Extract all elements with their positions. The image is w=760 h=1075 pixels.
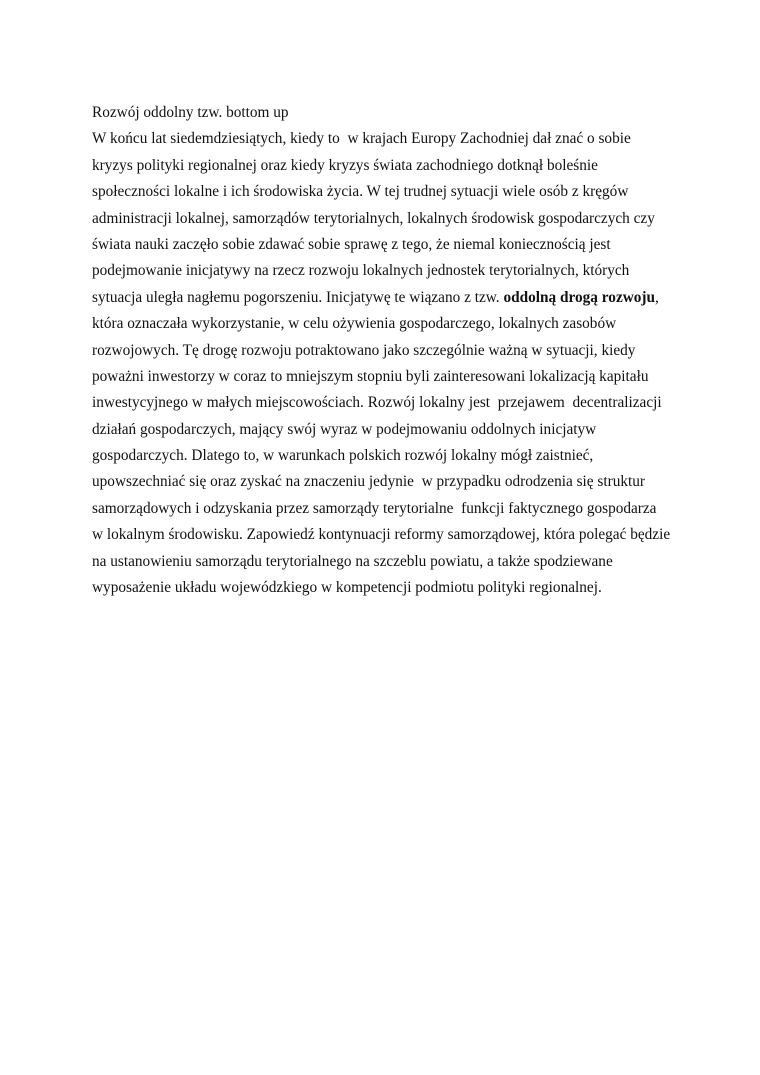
paragraph-line: świata nauki zaczęło sobie zdawać sobie sprawę z tego, że niemal koniecznością jest — [92, 235, 611, 253]
paragraph-line: w lokalnym środowisku. Zapowiedź kontynuacji reformy samorządowej, która polegać będzie — [92, 526, 671, 544]
paragraph-line: samorządowych i odzyskania przez samorządy terytorialne funkcji faktycznego gospodarza — [92, 499, 657, 517]
document-title: Rozwój oddolny tzw. bottom up — [92, 104, 289, 121]
paragraph-line: która oznaczała wykorzystanie, w celu ożywienia gospodarczego, lokalnych zasobów — [92, 315, 617, 333]
paragraph-line: działań gospodarczych, mający swój wyraz w podejmowaniu oddolnych inicjatyw — [92, 420, 597, 438]
paragraph-line: administracji lokalnej, samorządów terytorialnych, lokalnych środowisk gospodarczych czy — [92, 209, 655, 227]
paragraph-line: kryzys polityki regionalnej oraz kiedy kryzys świata zachodniego dotknął boleśnie — [92, 156, 598, 174]
bold-term: oddolną drogą rozwoju — [503, 288, 656, 306]
paragraph-line: gospodarczych. Dlatego to, w warunkach polskich rozwój lokalny mógł zaistnieć, — [92, 447, 594, 465]
paragraph-line: wyposażenie układu wojewódzkiego w kompetencji podmiotu polityki regionalnej. — [92, 579, 602, 597]
paragraph-line: W końcu lat siedemdziesiątych, kiedy to w krajach Europy Zachodniej dał znać o sobie — [92, 130, 631, 148]
document-body — [92, 100, 692, 601]
bold-term-suffix: , — [655, 288, 659, 306]
paragraph-line-with-term — [92, 285, 692, 311]
paragraph-line: inwestycyjnego w małych miejscowościach. Rozwój lokalny jest przejawem decentralizacji — [92, 394, 662, 412]
paragraph-line: upowszechniać się oraz zyskać na znaczeniu jedynie w przypadku odrodzenia się struktur — [92, 473, 646, 491]
paragraph-line: rozwojowych. Tę drogę rozwoju potraktowano jako szczególnie ważną w sytuacji, kiedy — [92, 341, 636, 359]
paragraph-line: poważni inwestorzy w coraz to mniejszym stopniu byli zainteresowani lokalizacją kapitału — [92, 367, 649, 385]
paragraph-line: podejmowanie inicjatywy na rzecz rozwoju lokalnych jednostek terytorialnych, których — [92, 262, 630, 280]
paragraph-line: na ustanowieniu samorządu terytorialnego na szczeblu powiatu, a także spodziewane — [92, 552, 613, 570]
paragraph-line: społeczności lokalne i ich środowiska życia. W tej trudnej sytuacji wiele osób z kręgów — [92, 183, 629, 201]
paragraph-text: sytuacja uległa nagłemu pogorszeniu. Inicjatywę te wiązano z tzw. — [92, 288, 504, 306]
